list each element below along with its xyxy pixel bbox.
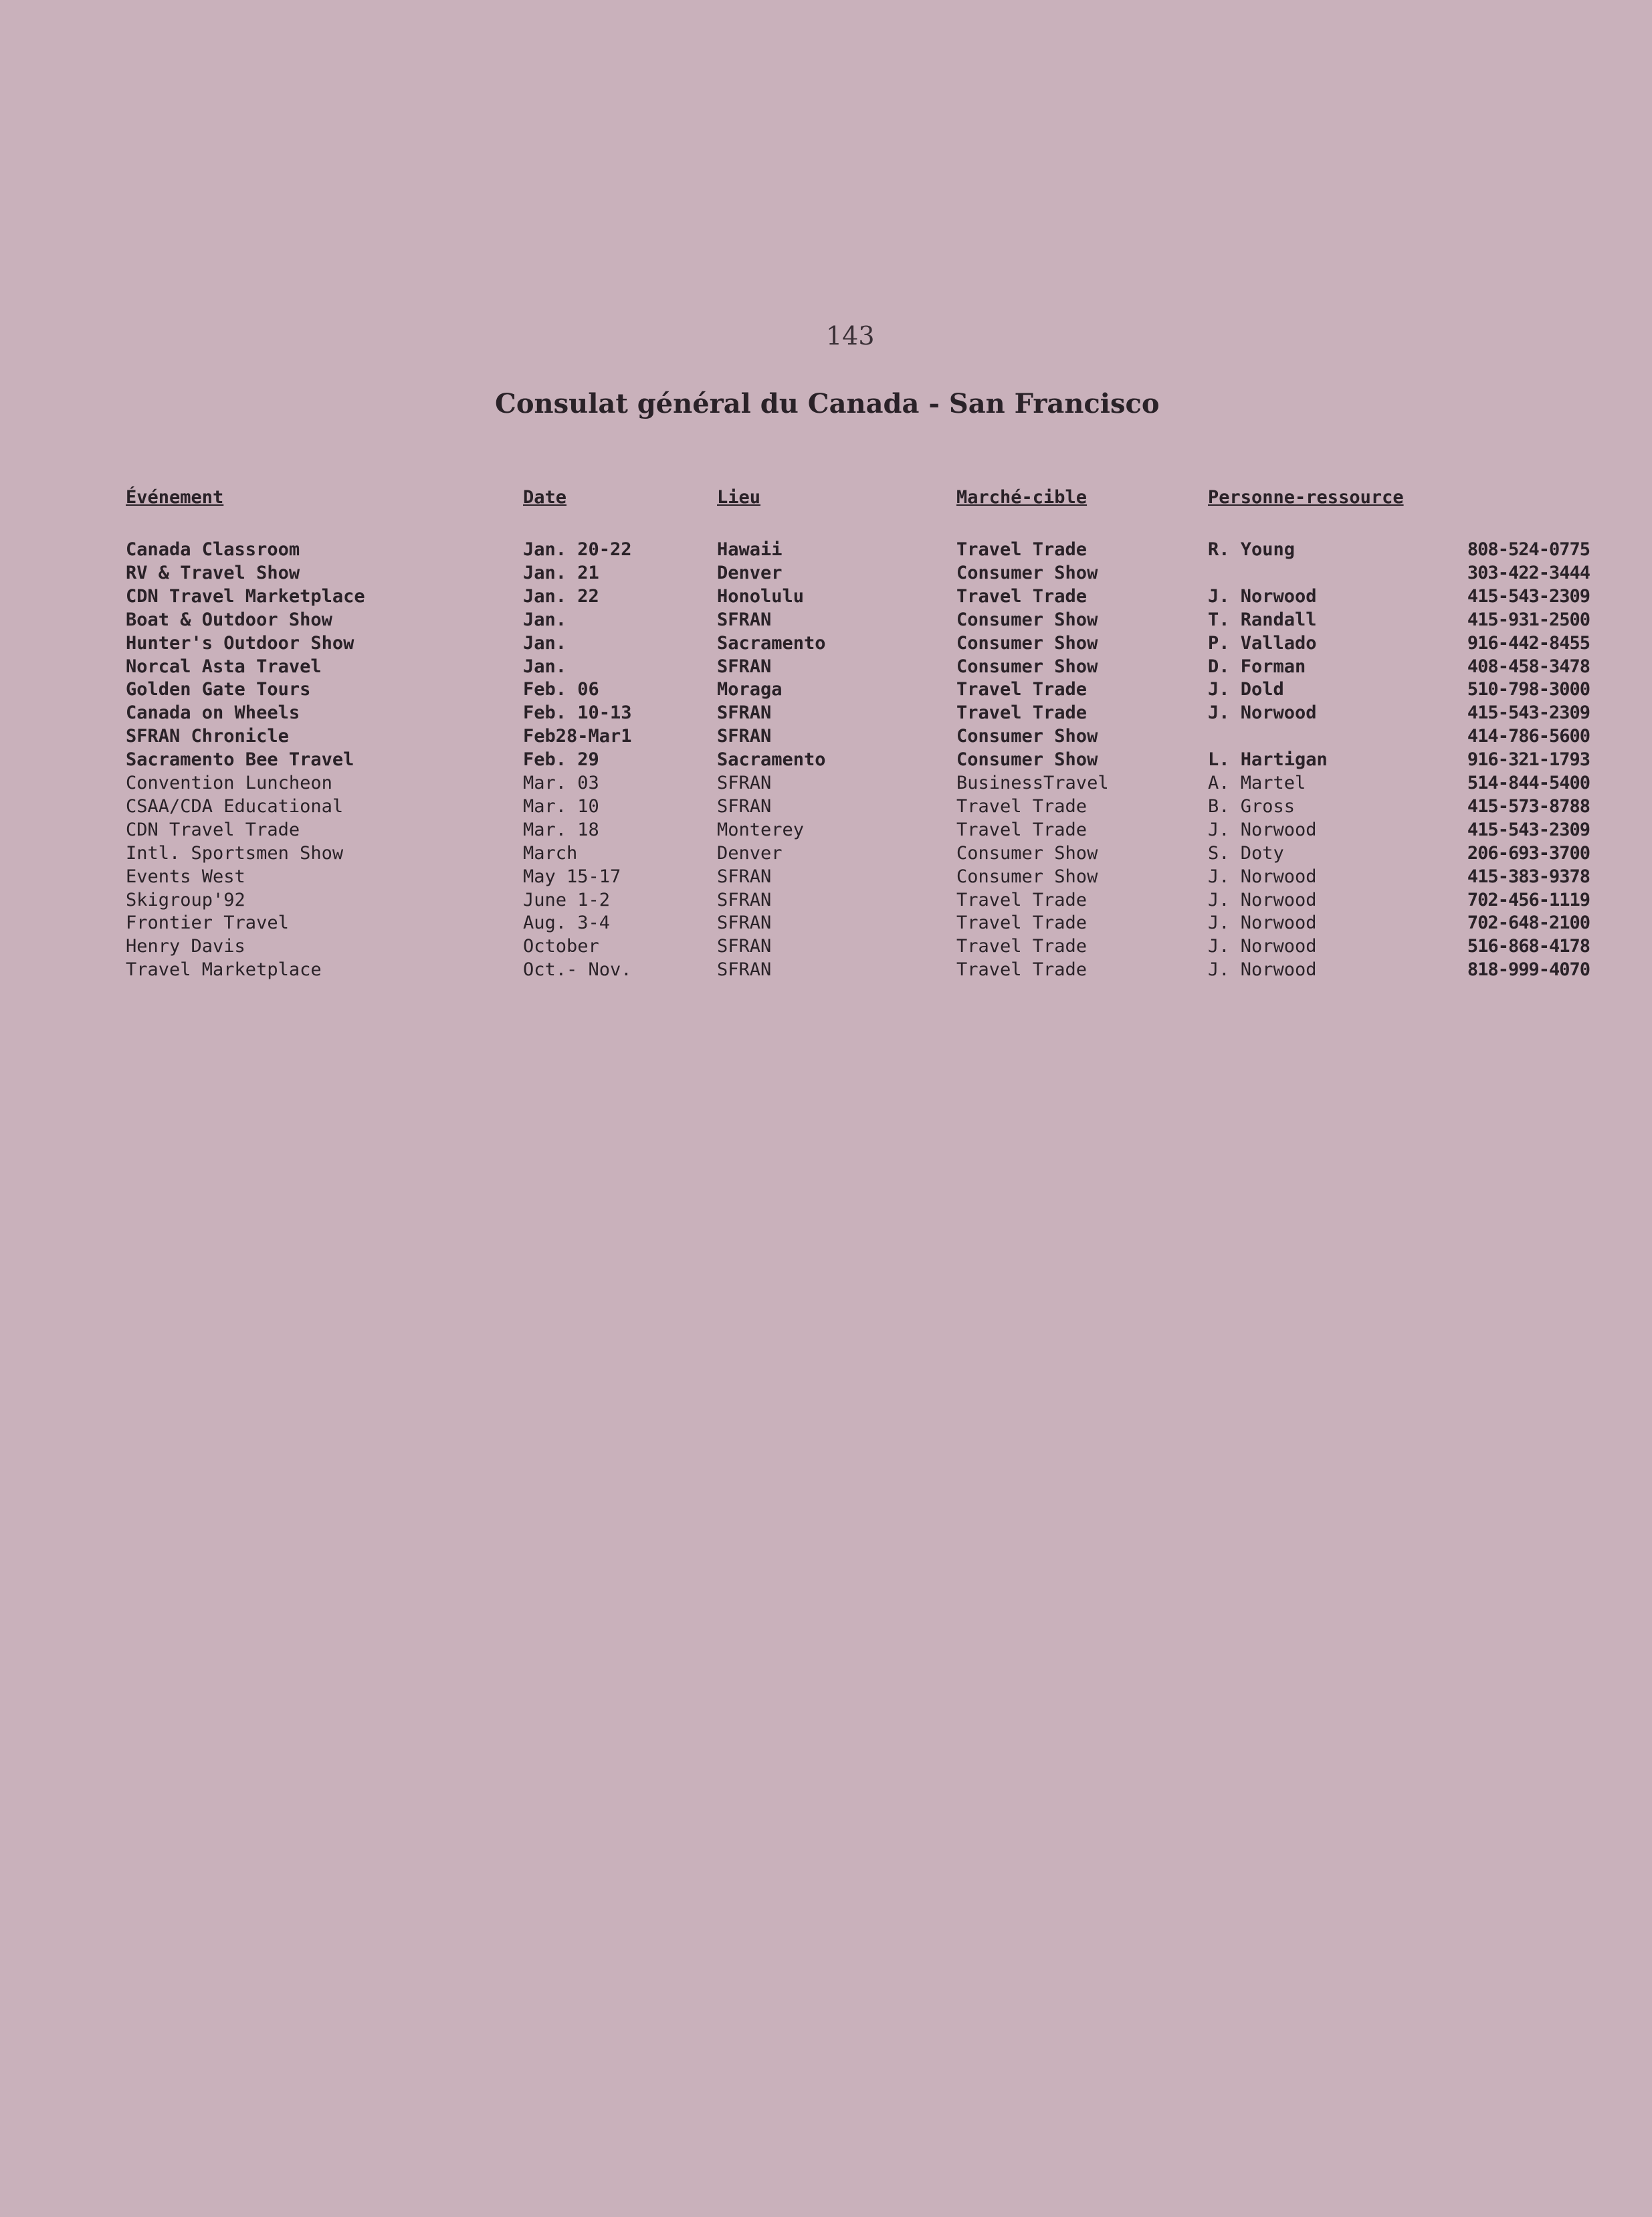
table-row [0, 655, 1652, 678]
event-target-market: BusinessTravel [956, 773, 1109, 793]
event-contact: L. Hartigan [1208, 749, 1328, 771]
event-location: Honolulu [717, 585, 805, 607]
event-contact: J. Norwood [1208, 912, 1317, 934]
event-date: October [523, 936, 599, 957]
header-marche-cible: Marché-cible [956, 487, 1088, 508]
event-phone: 916-321-1793 [1467, 749, 1590, 771]
event-phone: 702-456-1119 [1467, 889, 1590, 910]
event-contact: A. Martel [1208, 773, 1306, 793]
event-target-market: Consumer Show [956, 726, 1098, 747]
event-contact: J. Norwood [1208, 819, 1317, 840]
event-name: CDN Travel Trade [126, 819, 300, 840]
header-event: Événement [126, 487, 224, 508]
event-name: Frontier Travel [126, 912, 289, 934]
event-date: Jan. 22 [523, 585, 599, 607]
table-row [0, 911, 1652, 935]
event-name: Travel Marketplace [126, 959, 322, 981]
event-target-market: Travel Trade [956, 585, 1088, 607]
event-phone: 415-543-2309 [1467, 585, 1590, 607]
event-location: SFRAN [717, 726, 772, 747]
event-location: SFRAN [717, 795, 772, 817]
event-contact: B. Gross [1208, 795, 1296, 817]
event-location: SFRAN [717, 889, 772, 910]
event-location: Denver [717, 562, 783, 583]
table-row [0, 935, 1652, 958]
event-location: Sacramento [717, 632, 826, 654]
event-contact: J. Norwood [1208, 585, 1317, 607]
event-name: Events West [126, 866, 245, 887]
event-phone: 415-543-2309 [1467, 702, 1590, 724]
event-name: Canada on Wheels [126, 702, 300, 724]
event-location: SFRAN [717, 866, 772, 887]
event-name: CDN Travel Marketplace [126, 585, 365, 607]
event-date: Jan. [523, 656, 567, 677]
event-name: Skigroup'92 [126, 889, 245, 910]
event-target-market: Travel Trade [956, 702, 1088, 724]
table-row [0, 725, 1652, 748]
event-location: Hawaii [717, 539, 783, 560]
table-row [0, 608, 1652, 632]
table-row [0, 561, 1652, 585]
table-row [0, 538, 1652, 561]
event-name: CSAA/CDA Educational [126, 795, 344, 817]
event-contact: J. Dold [1208, 679, 1284, 700]
event-contact: J. Norwood [1208, 866, 1317, 887]
event-phone: 514-844-5400 [1467, 773, 1590, 793]
event-target-market: Consumer Show [956, 866, 1098, 887]
event-target-market: Travel Trade [956, 889, 1088, 910]
event-phone: 818-999-4070 [1467, 959, 1590, 981]
event-phone: 916-442-8455 [1467, 632, 1590, 654]
event-location: SFRAN [717, 656, 772, 677]
table-row [0, 678, 1652, 701]
event-date: Feb. 29 [523, 749, 599, 771]
event-date: Feb. 06 [523, 679, 599, 700]
event-name: Canada Classroom [126, 539, 300, 560]
table-row [0, 958, 1652, 981]
event-phone: 510-798-3000 [1467, 679, 1590, 700]
event-location: SFRAN [717, 912, 772, 934]
event-target-market: Travel Trade [956, 959, 1088, 981]
event-target-market: Consumer Show [956, 632, 1098, 654]
event-name: RV & Travel Show [126, 562, 300, 583]
event-date: Feb. 10-13 [523, 702, 632, 724]
event-name: Sacramento Bee Travel [126, 749, 354, 771]
event-date: Aug. 3-4 [523, 912, 611, 934]
event-contact: J. Norwood [1208, 702, 1317, 724]
table-row [0, 818, 1652, 842]
event-name: Intl. Sportsmen Show [126, 842, 344, 864]
event-date: Jan. [523, 632, 567, 654]
event-date: Mar. 03 [523, 773, 599, 793]
event-contact: D. Forman [1208, 656, 1306, 677]
event-target-market: Consumer Show [956, 562, 1098, 583]
event-name: Henry Davis [126, 936, 245, 957]
event-location: SFRAN [717, 702, 772, 724]
event-date: Mar. 18 [523, 819, 599, 840]
event-contact: P. Vallado [1208, 632, 1317, 654]
event-phone: 408-458-3478 [1467, 656, 1590, 677]
event-location: Denver [717, 842, 783, 864]
event-date: Jan. [523, 609, 567, 630]
event-target-market: Travel Trade [956, 819, 1088, 840]
event-location: SFRAN [717, 936, 772, 957]
event-target-market: Consumer Show [956, 749, 1098, 771]
event-name: Hunter's Outdoor Show [126, 632, 354, 654]
event-target-market: Travel Trade [956, 795, 1088, 817]
event-location: SFRAN [717, 773, 772, 793]
event-phone: 808-524-0775 [1467, 539, 1590, 560]
table-row [0, 748, 1652, 771]
event-target-market: Consumer Show [956, 609, 1098, 630]
event-name: Golden Gate Tours [126, 679, 311, 700]
event-date: March [523, 842, 578, 864]
event-date: Feb28-Mar1 [523, 726, 632, 747]
event-date: Jan. 21 [523, 562, 599, 583]
event-date: June 1-2 [523, 889, 611, 910]
event-target-market: Travel Trade [956, 679, 1088, 700]
table-row [0, 795, 1652, 818]
event-name: Boat & Outdoor Show [126, 609, 332, 630]
event-location: Monterey [717, 819, 805, 840]
event-phone: 415-573-8788 [1467, 795, 1590, 817]
event-target-market: Travel Trade [956, 912, 1088, 934]
table-row [0, 771, 1652, 795]
event-contact: R. Young [1208, 539, 1296, 560]
header-personne-ressource: Personne-ressource [1208, 487, 1404, 508]
page-title: Consulat général du Canada - San Francisco [495, 388, 1160, 419]
event-contact: J. Norwood [1208, 936, 1317, 957]
event-phone: 206-693-3700 [1467, 842, 1590, 864]
page-number: 143 [826, 321, 875, 351]
event-date: Jan. 20-22 [523, 539, 632, 560]
header-date: Date [523, 487, 567, 508]
event-date: Mar. 10 [523, 795, 599, 817]
event-name: Convention Luncheon [126, 773, 332, 793]
table-row [0, 865, 1652, 888]
event-contact: J. Norwood [1208, 889, 1317, 910]
event-phone: 516-868-4178 [1467, 936, 1590, 957]
event-location: SFRAN [717, 609, 772, 630]
event-phone: 415-931-2500 [1467, 609, 1590, 630]
event-phone: 415-383-9378 [1467, 866, 1590, 887]
table-row [0, 585, 1652, 608]
header-lieu: Lieu [717, 487, 761, 508]
table-row [0, 632, 1652, 655]
event-location: Moraga [717, 679, 783, 700]
table-row [0, 888, 1652, 912]
event-contact: T. Randall [1208, 609, 1317, 630]
event-phone: 415-543-2309 [1467, 819, 1590, 840]
event-name: SFRAN Chronicle [126, 726, 289, 747]
event-contact: S. Doty [1208, 842, 1284, 864]
table-row [0, 842, 1652, 865]
event-target-market: Travel Trade [956, 936, 1088, 957]
event-date: Oct.- Nov. [523, 959, 632, 981]
event-phone: 303-422-3444 [1467, 562, 1590, 583]
event-target-market: Consumer Show [956, 842, 1098, 864]
event-location: SFRAN [717, 959, 772, 981]
event-target-market: Travel Trade [956, 539, 1088, 560]
event-phone: 702-648-2100 [1467, 912, 1590, 934]
event-name: Norcal Asta Travel [126, 656, 322, 677]
event-target-market: Consumer Show [956, 656, 1098, 677]
event-date: May 15-17 [523, 866, 621, 887]
event-contact: J. Norwood [1208, 959, 1317, 981]
table-row [0, 701, 1652, 725]
event-location: Sacramento [717, 749, 826, 771]
event-phone: 414-786-5600 [1467, 726, 1590, 747]
